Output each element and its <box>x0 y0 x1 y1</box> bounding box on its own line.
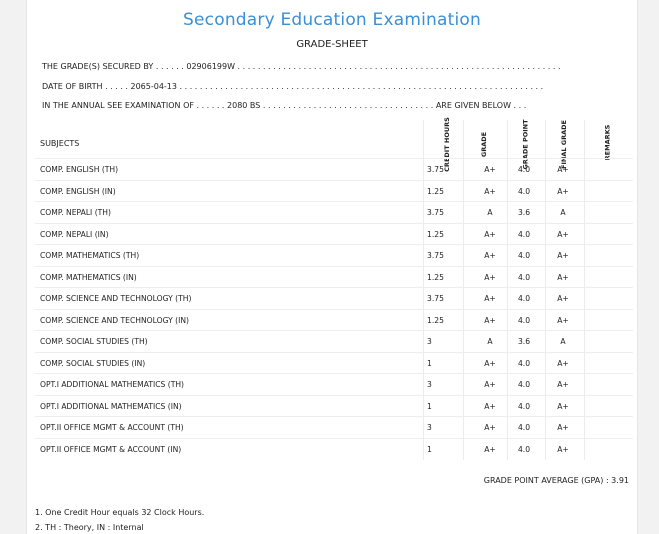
grade-point-cell: 4.0 <box>517 380 531 389</box>
grade-cell: A+ <box>484 401 496 411</box>
grade-header: GRADE <box>480 131 489 157</box>
grade-cell: A+ <box>484 380 496 389</box>
final-grade-cell: A <box>560 208 566 217</box>
credit-hours-cell: 1.25 <box>427 186 444 196</box>
grade-cell: A+ <box>484 272 496 282</box>
final-grade-cell: A+ <box>557 315 569 325</box>
subject-cell: COMP. MATHEMATICS (IN) <box>40 272 137 282</box>
table-row <box>35 373 633 395</box>
grade-point-header: GRADE POINT <box>521 118 530 170</box>
credit-hours-cell: 3.75 <box>427 165 444 174</box>
subject-cell: COMP. NEPALI (TH) <box>40 208 111 217</box>
table-row <box>35 416 633 438</box>
subject-cell: COMP. ENGLISH (TH) <box>40 165 119 174</box>
grade-point-cell: 4.0 <box>517 251 531 260</box>
credit-hours-cell: 1.25 <box>427 229 444 239</box>
grade-point-cell: 3.6 <box>517 208 531 217</box>
credit-hours-cell: 1.25 <box>427 272 444 282</box>
credit-hours-cell: 3.75 <box>427 251 444 260</box>
table-row <box>35 330 633 352</box>
sheet-subtitle: GRADE-SHEET <box>296 39 368 50</box>
grade-point-cell: 4.0 <box>517 401 531 411</box>
grade-cell: A+ <box>484 186 496 196</box>
table-row <box>35 438 633 460</box>
grade-point-cell: 3.6 <box>517 337 531 346</box>
grade-point-cell: 4.0 <box>517 229 531 239</box>
grade-cell: A+ <box>484 294 496 303</box>
subject-cell: COMP. SCIENCE AND TECHNOLOGY (TH) <box>40 294 192 303</box>
final-grade-cell: A+ <box>557 423 569 432</box>
gpa-summary: GRADE POINT AVERAGE (GPA) : 3.91 <box>483 476 629 485</box>
exam-line: IN THE ANNUAL SEE EXAMINATION OF . . . . . . 2080 BS . . . . . . . . . . . . . . . . . . . . . . . . . . . . . . . . . . ARE GIVEN BELOW . . . <box>42 101 527 110</box>
final-grade-cell: A <box>560 337 566 346</box>
exam-title: Secondary Education Examination <box>183 10 481 30</box>
final-grade-cell: A+ <box>557 380 569 389</box>
credit-hours-header: CREDIT HOURS <box>442 116 451 172</box>
credit-hours-cell: 3 <box>427 423 432 432</box>
grade-cell: A+ <box>484 444 496 454</box>
subject-cell: COMP. SOCIAL STUDIES (TH) <box>40 337 148 346</box>
grade-point-cell: 4.0 <box>517 294 531 303</box>
grade-point-cell: 4.0 <box>517 358 531 368</box>
subject-cell: COMP. SCIENCE AND TECHNOLOGY (IN) <box>40 315 189 325</box>
table-row <box>35 266 633 288</box>
credit-hours-cell: 1 <box>427 358 432 368</box>
credit-hours-cell: 1 <box>427 401 432 411</box>
subject-cell: COMP. ENGLISH (IN) <box>40 186 116 196</box>
table-row <box>35 352 633 374</box>
grade-cell: A+ <box>484 165 496 174</box>
grade-point-cell: 4.0 <box>517 272 531 282</box>
grade-cell: A <box>487 337 493 346</box>
grade-cell: A+ <box>484 423 496 432</box>
table-row <box>35 287 633 309</box>
note-abbreviations: 2. TH : Theory, IN : Internal <box>35 523 144 532</box>
final-grade-cell: A+ <box>557 165 569 174</box>
grade-sheet <box>26 0 638 534</box>
subject-cell: OPT.II OFFICE MGMT & ACCOUNT (IN) <box>40 444 182 454</box>
table-row <box>35 244 633 266</box>
subject-cell: OPT.I ADDITIONAL MATHEMATICS (TH) <box>40 380 185 389</box>
final-grade-cell: A+ <box>557 444 569 454</box>
grade-point-cell: 4.0 <box>517 186 531 196</box>
grade-point-cell: 4.0 <box>517 423 531 432</box>
date-of-birth-line: DATE OF BIRTH . . . . . 2065-04-13 . . . . . . . . . . . . . . . . . . . . . . . . . . . . . . . . . . . . . . . . . . . . . . . . . . . . . . . . . . . . . . . . . . . . . . . . <box>42 82 544 91</box>
grade-cell: A+ <box>484 229 496 239</box>
credit-hours-cell: 1 <box>427 444 432 454</box>
subject-cell: COMP. NEPALI (IN) <box>40 229 109 239</box>
remarks-header: REMARKS <box>603 124 612 160</box>
final-grade-cell: A+ <box>557 401 569 411</box>
grade-cell: A+ <box>484 251 496 260</box>
grade-point-cell: 4.0 <box>517 444 531 454</box>
credit-hours-cell: 3 <box>427 337 432 346</box>
grade-point-cell: 4.0 <box>517 315 531 325</box>
table-row <box>35 201 633 223</box>
table-row <box>35 180 633 202</box>
note-credit-hour: 1. One Credit Hour equals 32 Clock Hours. <box>35 508 205 517</box>
grade-point-cell: 4.0 <box>517 165 531 174</box>
credit-hours-cell: 3 <box>427 380 432 389</box>
subject-cell: OPT.I ADDITIONAL MATHEMATICS (IN) <box>40 401 182 411</box>
subject-cell: OPT.II OFFICE MGMT & ACCOUNT (TH) <box>40 423 184 432</box>
table-row <box>35 223 633 245</box>
final-grade-header: FINAL GRADE <box>559 119 568 169</box>
grade-cell: A <box>487 208 493 217</box>
subject-cell: COMP. SOCIAL STUDIES (IN) <box>40 358 146 368</box>
final-grade-cell: A+ <box>557 294 569 303</box>
grade-secured-line: THE GRADE(S) SECURED BY . . . . . . 02906199W . . . . . . . . . . . . . . . . . . . . . . . . . . . . . . . . . . . . . . . . . . . . . . . . . . . . . . . . . . . . . . . . <box>42 62 561 71</box>
table-row <box>35 309 633 331</box>
final-grade-cell: A+ <box>557 272 569 282</box>
final-grade-cell: A+ <box>557 358 569 368</box>
subjects-header: SUBJECTS <box>40 139 80 148</box>
subject-cell: COMP. MATHEMATICS (TH) <box>40 251 140 260</box>
final-grade-cell: A+ <box>557 186 569 196</box>
final-grade-cell: A+ <box>557 251 569 260</box>
table-row <box>35 158 633 180</box>
final-grade-cell: A+ <box>557 229 569 239</box>
credit-hours-cell: 3.75 <box>427 208 444 217</box>
grade-cell: A+ <box>484 358 496 368</box>
grade-cell: A+ <box>484 315 496 325</box>
credit-hours-cell: 3.75 <box>427 294 444 303</box>
credit-hours-cell: 1.25 <box>427 315 444 325</box>
table-row <box>35 395 633 417</box>
